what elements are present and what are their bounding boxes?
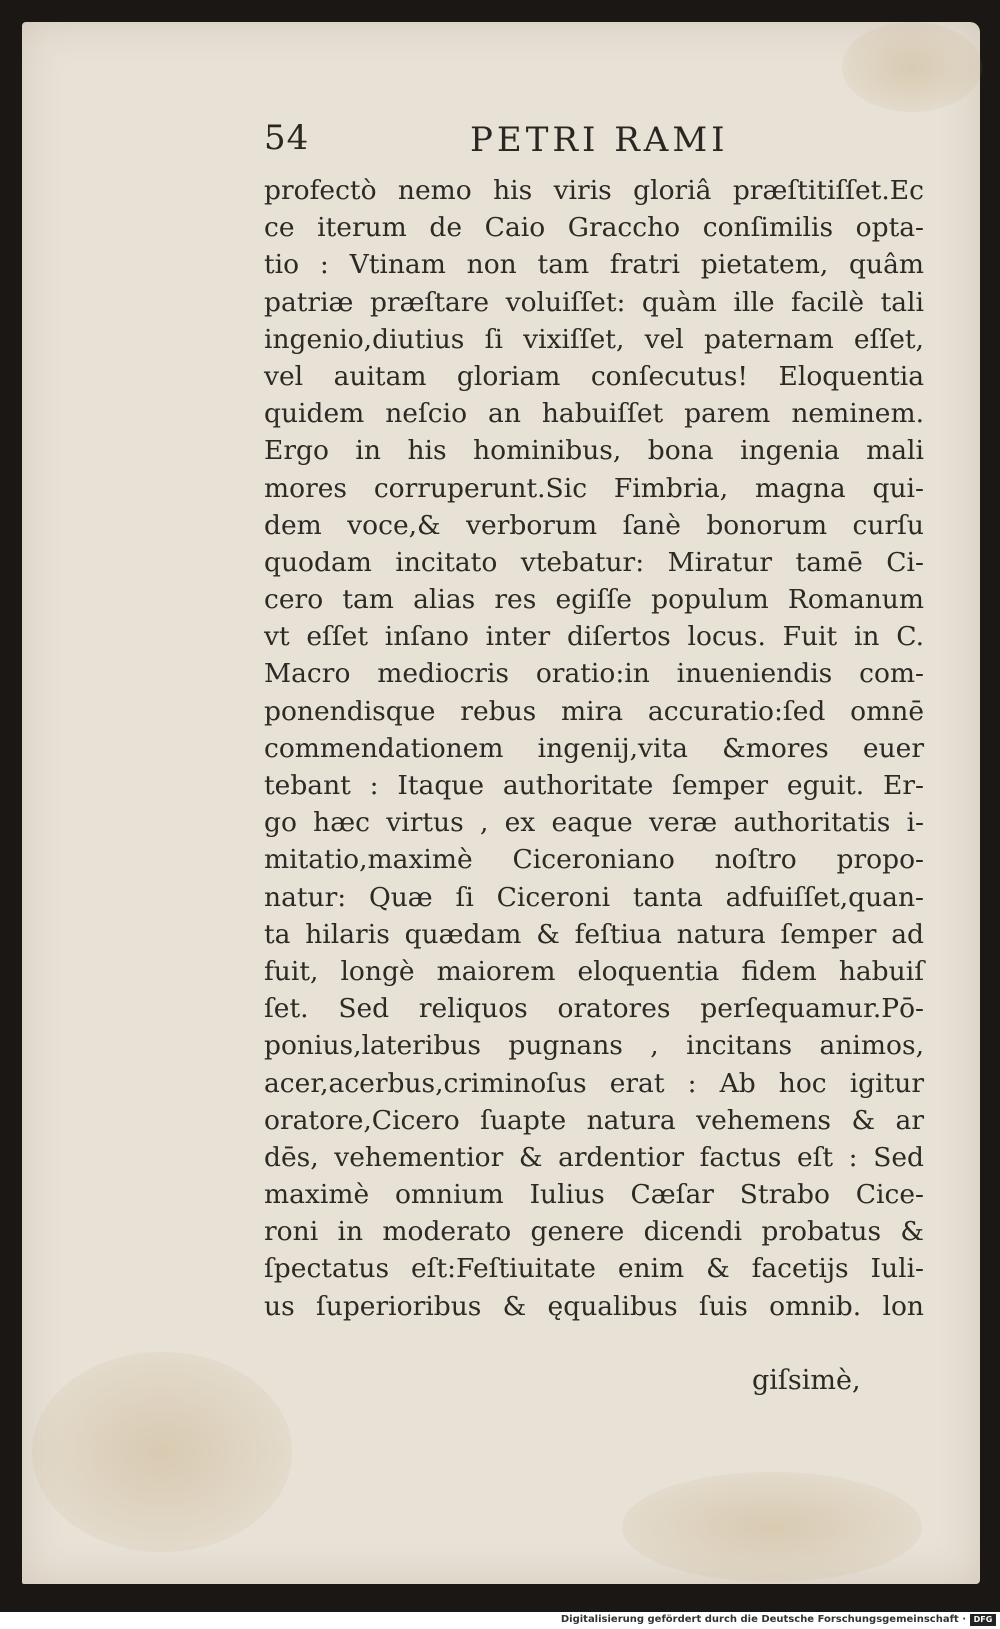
text-line: ingenio,diutius ſi vixiſſet, vel paternam eſſet, <box>264 323 924 355</box>
text-line: mitatio,maximè Ciceroniano noſtro propo- <box>264 844 924 876</box>
digitization-credit: Digitalisierung gefördert durch die Deutsche Forschungsgemeinschaft · <box>560 1614 966 1625</box>
text-line: Macro mediocris oratio:in inueniendis com- <box>264 658 924 690</box>
text-line: roni in moderato genere dicendi probatus & <box>264 1216 924 1248</box>
text-line: oratore,Cicero ſuapte natura vehemens & ar <box>264 1104 924 1136</box>
text-line: ce iterum de Caio Graccho conſimilis opta- <box>264 212 924 244</box>
text-line: fuit, longè maiorem eloquentia fidem habuiſ <box>264 955 924 987</box>
text-line: ponendisque rebus mira accuratio:ſed omnē <box>264 695 924 727</box>
text-line: ſet. Sed reliquos oratores perſequamur.Pō- <box>264 993 924 1025</box>
text-line: vel auitam gloriam conſecutus! Eloquentia <box>264 360 924 392</box>
text-line: natur: Quæ ſi Ciceroni tanta adfuiſſet,quan- <box>264 881 924 913</box>
text-line: acer,acerbus,criminoſus erat : Ab hoc igitur <box>264 1067 924 1099</box>
text-line: mores corruperunt.Sic Fimbria, magna qui- <box>264 472 924 504</box>
text-line: maximè omnium Iulius Cæſar Strabo Cice- <box>264 1179 924 1211</box>
text-line: patriæ præſtare voluiſſet: quàm ille facilè tali <box>264 286 924 318</box>
text-line: go hæc virtus , ex eaque veræ authoritatis i- <box>264 807 924 839</box>
page-number: 54 <box>264 118 310 158</box>
text-line: tio : Vtinam non tam fratri pietatem, quâm <box>264 249 924 281</box>
text-line: vt eſſet inſano inter diſertos locus. Fuit in C. <box>264 621 924 653</box>
digitization-footer <box>0 1612 1000 1629</box>
body-text <box>264 172 924 1325</box>
text-line: commendationem ingenij,vita &mores euer <box>264 732 924 764</box>
page-stain <box>842 22 982 112</box>
text-line: us ſuperioribus & ęqualibus ſuis omnib. lon <box>264 1290 924 1322</box>
text-line: profectò nemo his viris gloriâ præſtitiſſet.Ec <box>264 175 924 206</box>
text-line: ſpectatus eſt:Feſtiuitate enim & facetijs Iuli- <box>264 1253 924 1285</box>
text-line: quidem neſcio an habuiſſet parem neminem. <box>264 398 924 430</box>
page-header <box>258 110 918 170</box>
text-line: dem voce,& verborum ſanè bonorum curſu <box>264 509 924 541</box>
text-line: ta hilaris quædam & feſtiua natura ſemper ad <box>264 918 924 950</box>
text-line: quodam incitato vtebatur: Miratur tamē Ci- <box>264 546 924 578</box>
text-line: tebant : Itaque authoritate ſemper eguit. Er- <box>264 770 924 801</box>
page-stain <box>622 1472 922 1582</box>
text-line: dēs, vehementior & ardentior factus eſt : Sed <box>264 1141 924 1173</box>
text-line: ponius,lateribus pugnans , incitans animos, <box>264 1030 924 1062</box>
catchword: giſsimè, <box>752 1365 861 1396</box>
dfg-logo: DFG <box>970 1614 996 1626</box>
page-stain <box>32 1352 292 1552</box>
running-head: PETRI RAMI <box>470 120 729 160</box>
text-line: Ergo in his hominibus, bona ingenia mali <box>264 435 924 467</box>
text-line: cero tam alias res egiſſe populum Romanum <box>264 584 924 616</box>
